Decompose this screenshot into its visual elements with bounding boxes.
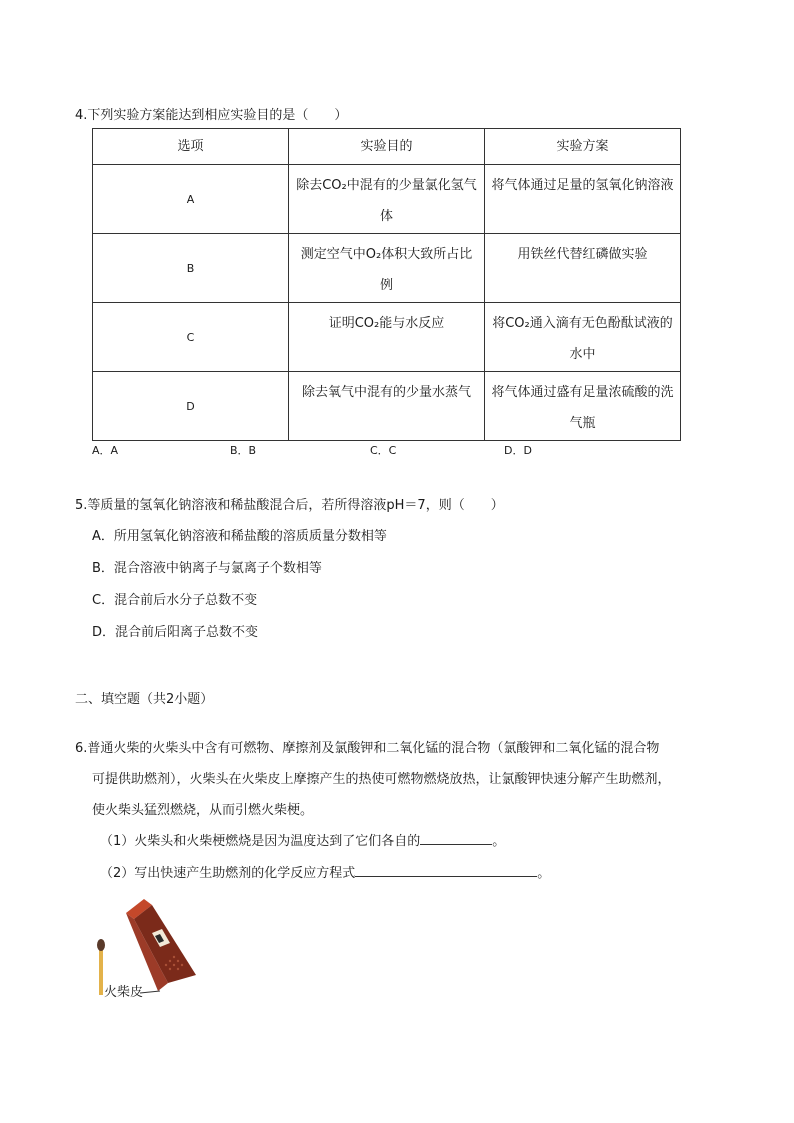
table-cell-purpose — [289, 165, 485, 234]
section-title: 二、填空题（共2小题） — [75, 692, 214, 707]
figure-label: 火柴皮 — [104, 985, 144, 1000]
q6-stem-line2: 可提供助燃剂），火柴头在火柴皮上摩擦产生的热使可燃物燃烧放热，让氯酸钾快速分解产生助燃剂， — [92, 772, 671, 787]
q5-option-a[interactable]: A．所用氢氧化钠溶液和稀盐酸的溶质质量分数相等 — [92, 529, 387, 544]
cell-text: 测定空气中O₂体积大致所占比例 — [300, 247, 473, 293]
cell-text: 将气体通过足量的氢氧化钠溶液 — [491, 178, 674, 193]
choice-b[interactable]: B．B — [230, 444, 257, 457]
table-cell-option: A — [93, 165, 289, 234]
q6-stem-line3: 使火柴头猛烈燃烧，从而引燃火柴梗。 — [92, 803, 314, 818]
q5-option-c[interactable]: C．混合前后水分子总数不变 — [92, 593, 258, 608]
table-cell-purpose — [289, 234, 485, 303]
q5-option-d[interactable]: D．混合前后阳离子总数不变 — [92, 625, 259, 640]
q5-stem: 5.等质量的氢氧化钠溶液和稀盐酸混合后，若所得溶液pH＝7，则（ ） — [75, 498, 504, 513]
table-header-row — [93, 129, 681, 165]
table-cell-method — [485, 372, 681, 441]
choice-a[interactable]: A．A — [92, 444, 119, 457]
table-header-cell: 实验目的 — [289, 129, 485, 165]
q6-sub2 — [100, 862, 550, 881]
q6-sub2-suffix: 。 — [537, 866, 551, 881]
table-cell-method — [485, 303, 681, 372]
q6-sub1-suffix: 。 — [492, 834, 506, 849]
table-row — [93, 234, 681, 303]
matchbox-figure — [96, 895, 206, 1005]
table-cell-option: D — [93, 372, 289, 441]
cell-text: 将CO₂通入滴有无色酚酞试液的水中 — [492, 316, 673, 362]
cell-text: 除去CO₂中混有的少量氯化氢气体 — [296, 178, 477, 224]
q5-option-b[interactable]: B．混合溶液中钠离子与氯离子个数相等 — [92, 561, 322, 576]
q6-sub2-prefix: （2）写出快速产生助燃剂的化学反应方程式 — [100, 866, 356, 881]
q4-stem: 4.下列实验方案能达到相应实验目的是（ ） — [75, 108, 348, 123]
table-cell-purpose — [289, 303, 485, 372]
q4-choices — [92, 442, 532, 458]
choice-d[interactable]: D．D — [504, 444, 532, 457]
cell-text: 除去氧气中混有的少量水蒸气 — [301, 385, 471, 400]
table-cell-purpose — [289, 372, 485, 441]
table-cell-option: C — [93, 303, 289, 372]
cell-text: 用铁丝代替红磷做实验 — [517, 247, 648, 262]
q6-sub1-blank[interactable] — [420, 830, 492, 845]
q6-stem-line1: 6.普通火柴的火柴头中含有可燃物、摩擦剂及氯酸钾和二氧化锰的混合物（氯酸钾和二氧化锰的混合物 — [75, 741, 660, 756]
experiment-table — [92, 128, 681, 441]
q6-sub1-prefix: （1）火柴头和火柴梗燃烧是因为温度达到了它们各自的 — [100, 834, 421, 849]
table-cell-method — [485, 165, 681, 234]
q6-sub2-blank[interactable] — [355, 862, 537, 877]
table-row — [93, 303, 681, 372]
cell-text: 证明CO₂能与水反应 — [328, 316, 445, 331]
table-cell-option: B — [93, 234, 289, 303]
table-row — [93, 165, 681, 234]
table-row — [93, 372, 681, 441]
table-header-cell: 选项 — [93, 129, 289, 165]
choice-c[interactable]: C．C — [370, 444, 397, 457]
table-header-cell: 实验方案 — [485, 129, 681, 165]
cell-text: 将气体通过盛有足量浓硫酸的洗气瓶 — [491, 385, 674, 431]
table-cell-method — [485, 234, 681, 303]
q6-sub1 — [100, 830, 505, 849]
